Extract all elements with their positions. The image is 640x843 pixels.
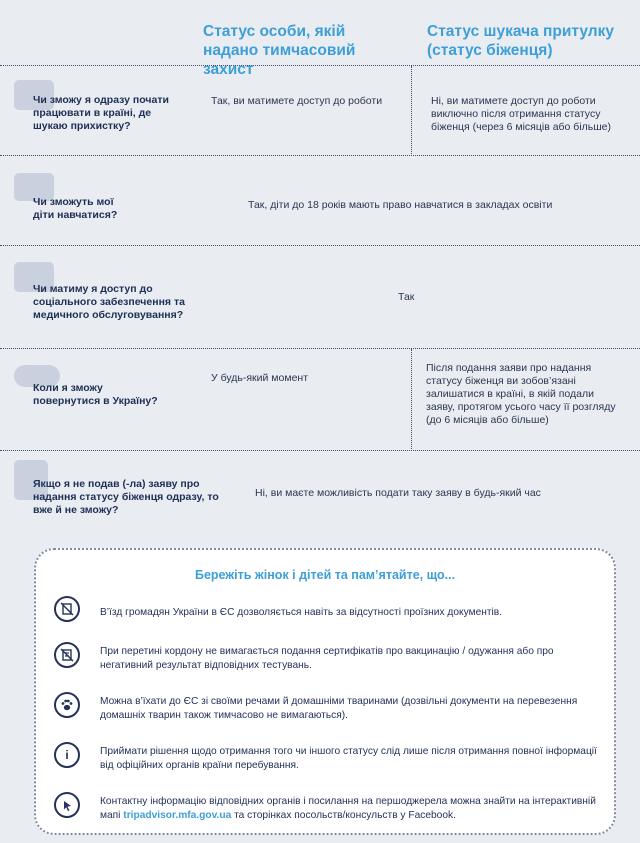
no-passport-icon xyxy=(54,596,80,622)
question-education: Чи зможуть мої діти навчатися? xyxy=(33,196,118,221)
column-divider xyxy=(411,349,412,449)
row-separator xyxy=(0,245,640,246)
tips-title: Бережіть жінок і дітей та пам’ятайте, що... xyxy=(194,568,456,582)
answer-social: Так xyxy=(398,291,415,303)
info-icon: i xyxy=(54,742,80,768)
tip-text-pets: Можна в’їхати до ЄС зі своїми речами й домашніми тваринами (дозвільні документи на перевезення домашніх тварин також тимчасово не вимагаються). xyxy=(100,696,578,721)
answer-return-asylum: Після подання заяви про надання статусу біженця ви зобов’язані залишатися в країні, в якій подали заяву, протягом усього часу її розгляду (до 6 місяців або більше) xyxy=(426,362,616,426)
answer-work-asylum: Ні, ви матимете доступ до роботи виключно після отримання статусу біженця (через 6 місяців або більше) xyxy=(431,95,612,133)
answer-work-temporary: Так, ви матимете доступ до роботи xyxy=(211,95,383,107)
no-certificate-icon xyxy=(54,642,80,668)
column-divider xyxy=(411,66,412,154)
row-separator xyxy=(0,348,640,349)
answer-education: Так, діти до 18 років мають право навчатися в закладах освіти xyxy=(248,199,553,211)
row-separator xyxy=(0,450,640,451)
question-work: Чи зможу я одразу почати працювати в країні, де шукаю прихистку? xyxy=(33,94,169,132)
tip-text-documents: В’їзд громадян України в ЄС дозволяється навіть за відсутності проїзних документів. xyxy=(100,607,503,618)
question-return: Коли я зможу повернутися в Україну? xyxy=(33,382,158,407)
answer-return-temporary: У будь-який момент xyxy=(211,372,309,384)
tips-card xyxy=(34,548,616,835)
tip-text-decision: Приймати рішення щодо отримання того чи іншого статусу слід лише після отримання повної інформації від офіційних органів країни перебування. xyxy=(100,746,597,771)
column-header-temporary-protection: Статус особи, якій надано тимчасовий захист xyxy=(203,23,356,78)
answer-late-application: Ні, ви маєте можливість подати таку заяву в будь-який час xyxy=(255,487,541,499)
column-header-asylum-seeker: Статус шукача притулку (статус біженця) xyxy=(427,23,614,59)
tip-text-certificates: При перетині кордону не вимагається подання сертифікатів про вакцинацію / одужання або про негативний результат відповідних тестувань. xyxy=(100,646,554,671)
click-icon xyxy=(54,792,80,818)
tip-text-contacts xyxy=(100,795,600,822)
row-separator xyxy=(0,65,640,66)
row-separator xyxy=(0,155,640,156)
tripadvisor-link[interactable]: tripadvisor.mfa.gov.ua xyxy=(123,809,232,821)
paw-icon xyxy=(54,692,80,718)
question-social: Чи матиму я доступ до соціального забезпечення та медичного обслуговування? xyxy=(33,283,185,321)
tip-text-contacts-before: Контактну інформацію відповідних органів і посилання на першоджерела можна знайти на інтерактивній мапі xyxy=(100,796,596,821)
tip-text-contacts-after: та сторінках посольств/консульств у Facebook. xyxy=(234,809,456,821)
question-late-application: Якщо я не подав (-ла) заяву про надання статусу біженця одразу, то вже й не зможу? xyxy=(33,478,219,516)
